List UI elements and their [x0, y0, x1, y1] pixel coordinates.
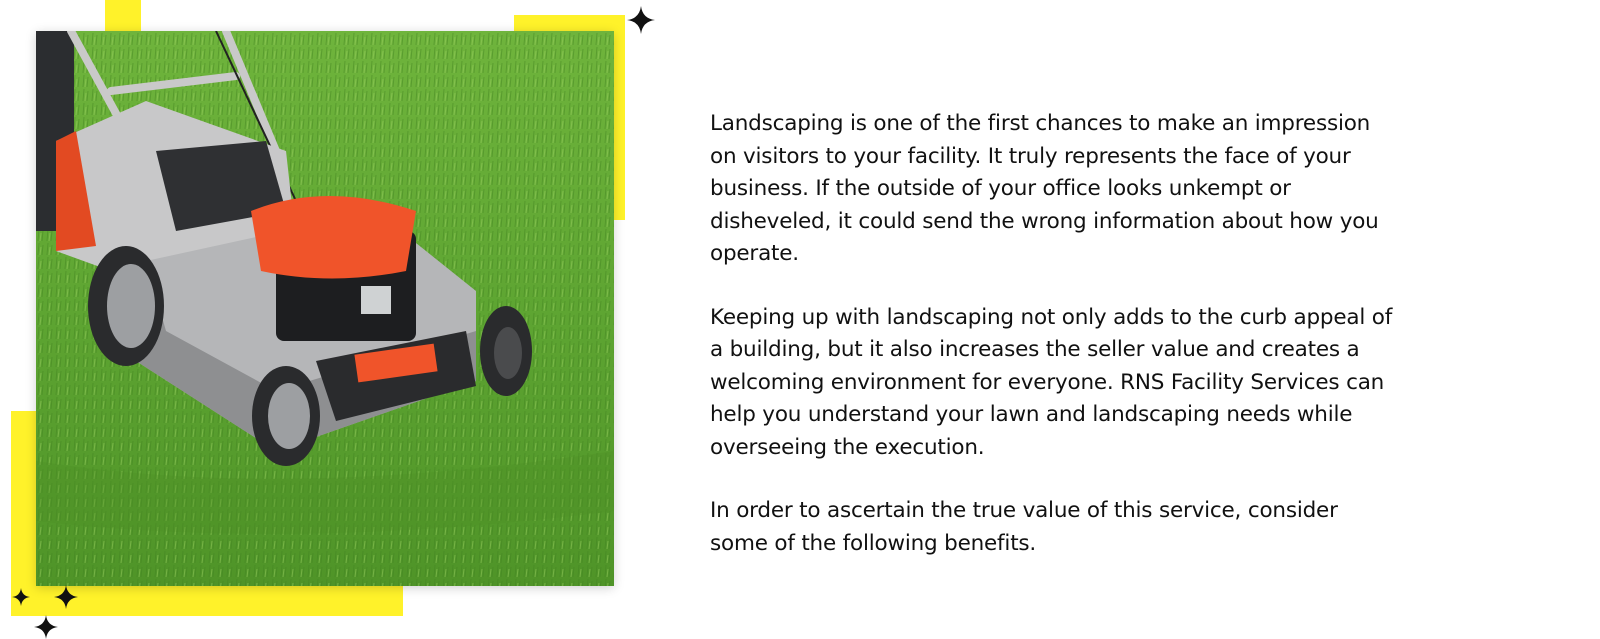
sparkle-icon — [627, 6, 655, 34]
paragraph-text: can help you understand your lawn and landscaping needs while overseeing the execution. — [710, 369, 1385, 460]
sparkle-icon — [54, 585, 78, 609]
accent-block — [105, 0, 141, 32]
company-name: RNS Facility Services — [1120, 369, 1340, 395]
sparkle-icon — [12, 588, 30, 606]
body-text — [710, 108, 1400, 591]
paragraph-text: Keeping up with landscaping not only adds to the curb appeal of a building, but it also increases the seller value and creates a welcoming environment for everyone. — [710, 304, 1393, 395]
paragraph-benefits: In order to ascertain the true value of this service, consider some of the following benefits. — [710, 498, 1338, 556]
lawn-mower-photo — [36, 31, 614, 586]
sparkle-icon — [34, 615, 58, 639]
paragraph-intro: Landscaping is one of the first chances to make an impression on visitors to your facility. It truly represents the face of your business. If the outside of your office looks unkempt or disheveled, it could send the wrong information about how you operate. — [710, 111, 1379, 266]
paragraph-curb-appeal — [710, 302, 1400, 465]
